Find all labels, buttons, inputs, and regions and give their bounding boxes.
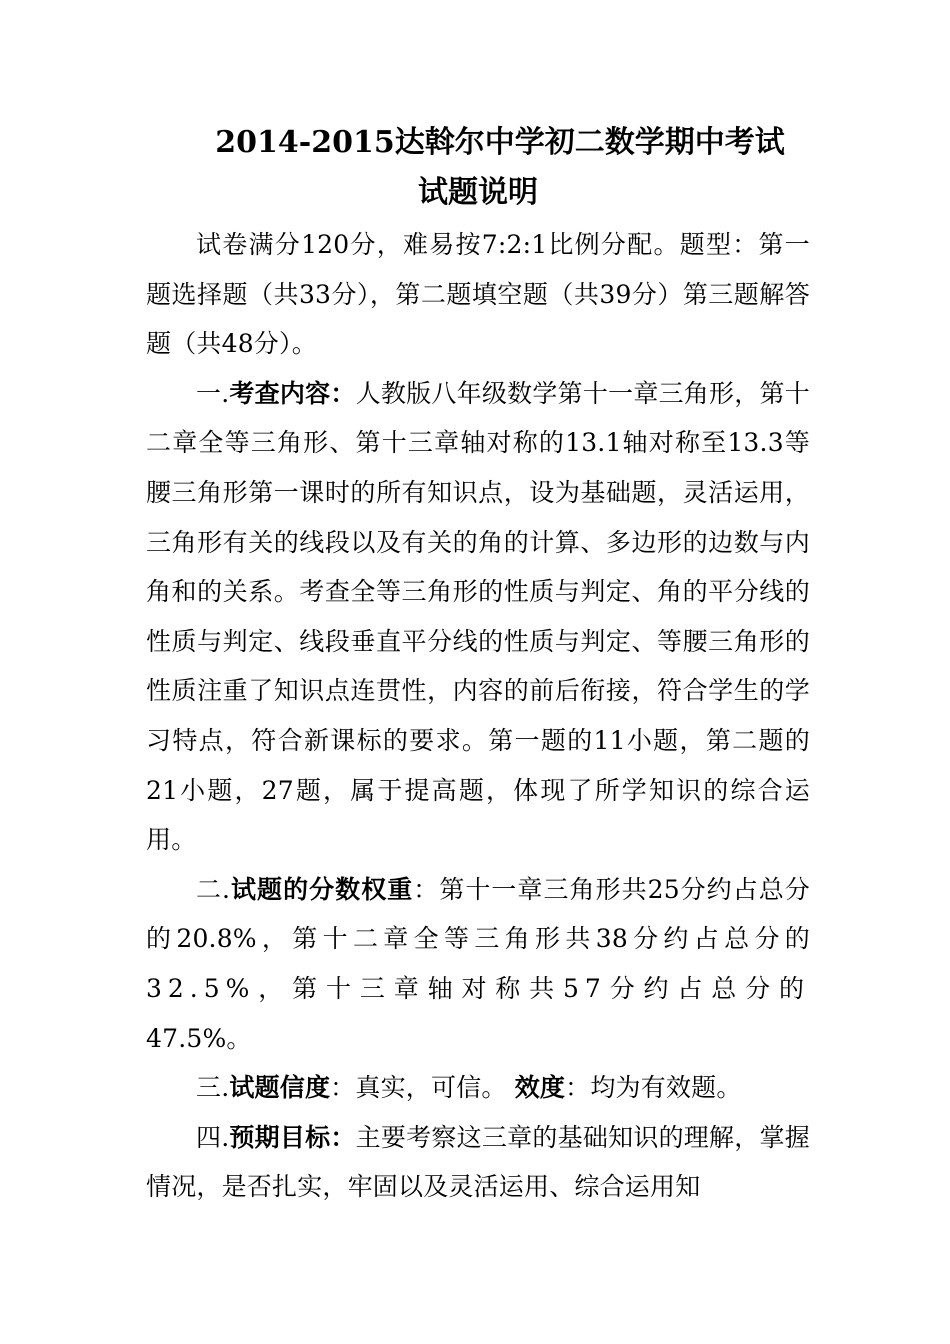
document-title-line-1: 2014-2015达斡尔中学初二数学期中考试 (215, 125, 785, 160)
section-3-heading: 试题信度 (229, 1073, 331, 1103)
section-2-body-b: 32.5%，第十三章轴对称共57分约占总分的 (146, 973, 810, 1003)
section-3-prefix: 三. (196, 1073, 230, 1103)
section-2-body-c: 47.5%。 (146, 1023, 252, 1053)
section-3-paragraph (146, 1063, 810, 1113)
section-2-paragraph (146, 865, 810, 1063)
document-title-line-2: 试题说明 (418, 175, 538, 210)
section-4-paragraph (146, 1113, 810, 1212)
section-1-paragraph (146, 369, 810, 865)
section-1-heading: 考查内容： (229, 378, 356, 408)
section-1-prefix: 一. (196, 378, 230, 408)
intro-paragraph: 试卷满分120分，难易按7:2:1比例分配。题型：第一题选择题（共33分），第二题填空题（共39分）第三题解答题（共48分）。 (146, 230, 810, 359)
section-4-body: 主要考察这三章的基础知识的理解，掌握情况，是否扎实，牢固以及灵活运用、综合运用知 (146, 1122, 810, 1202)
section-3-body-a: ：真实，可信。 (330, 1073, 507, 1103)
section-2-prefix: 二. (196, 874, 231, 904)
section-2-body-a: ：第十一章三角形共25分约占总分的20.8%，第十二章全等三角形共38分约占总分的 (146, 874, 810, 954)
document-page (146, 118, 810, 1212)
section-4-heading: 预期目标： (229, 1122, 356, 1152)
section-1-body: 人教版八年级数学第十一章三角形，第十二章全等三角形、第十三章轴对称的13.1轴对称至13.3等腰三角形第一课时的所有知识点，设为基础题，灵活运用，三角形有关的线段以及有关的角的计算、多边形的边数与内角和的关系。考查全等三角形的性质与判定、角的平分线的性质与判定、线段垂直平分线的性质与判定、等腰三角形的性质注重了知识点连贯性，内容的前后衔接，符合学生的学习特点，符合新课标的要求。第一题的11小题，第二题的21小题，27题，属于提高题，体现了所学知识的综合运用。 (146, 378, 810, 855)
section-4-prefix: 四. (196, 1122, 230, 1152)
section-2-heading: 试题的分数权重 (230, 874, 414, 904)
section-3-heading-b: 效度 (514, 1073, 566, 1103)
section-3-body-b: ：均为有效题。 (565, 1073, 742, 1103)
